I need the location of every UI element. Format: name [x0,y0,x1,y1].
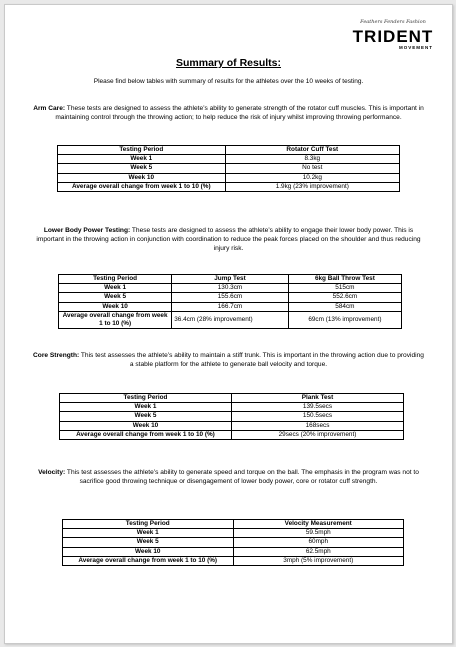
table-header: Velocity Measurement [233,520,404,529]
table-row [59,293,402,302]
table-cell: 166.7cm [172,302,289,311]
table-cell: Week 10 [59,302,172,311]
table-row [59,284,402,293]
section-lead: Velocity: [38,469,66,476]
table-cell: 1.9kg (23% improvement) [225,182,399,191]
table-cell: 139.5secs [232,403,404,412]
table-cell: Week 1 [63,529,234,538]
arm-care-description [31,105,426,123]
core-strength-description [31,352,426,370]
table-cell: 515cm [288,284,401,293]
table-cell: 3mph (5% improvement) [233,556,404,565]
table-row [60,421,404,430]
table-row [60,403,404,412]
table-cell: Week 5 [63,538,234,547]
table-cell: Week 10 [63,547,234,556]
table-row [63,547,404,556]
table-cell: Week 10 [58,173,226,182]
lower-body-description [31,227,426,253]
table-cell: Average overall change from week 1 to 10 (%) [58,182,226,191]
table-cell: Average overall change from week 1 to 10 (%) [63,556,234,565]
table-cell: 8.3kg [225,155,399,164]
table-cell: Week 1 [60,403,232,412]
trident-logo [345,19,441,50]
table-row [58,155,400,164]
table-cell: 130.3cm [172,284,289,293]
section-lead: Arm Care: [33,105,66,112]
velocity-description [31,469,426,487]
table-cell: 150.5secs [232,412,404,421]
table-cell: Average overall change from week 1 to 10 (%) [59,311,172,328]
table-cell: Average overall change from week 1 to 10 (%) [60,430,232,439]
table-header: 6kg Ball Throw Test [288,275,401,284]
table-row [63,556,404,565]
intro-text: Please find below tables with summary of results for the athletes over the 10 weeks of testing. [93,78,364,85]
table-header: Testing Period [60,394,232,403]
table-cell: Week 10 [60,421,232,430]
table-header-row [58,146,400,155]
table-row [58,182,400,191]
table-header-row [63,520,404,529]
table-cell: Week 5 [60,412,232,421]
section-text: These tests are designed to assess the athlete’s ability to engage their lower body power. This is important in the throwing action in conjunction with coordination to reduce the peak forces placed on the shoulder and thus reducing injury risk. [36,227,421,252]
table-header-row [60,394,404,403]
logo-brand: TRIDENT [352,27,434,46]
logo-sub: MOVEMENT [398,45,433,50]
table-cell: Week 5 [59,293,172,302]
table-row [60,430,404,439]
table-cell: No test [225,164,399,173]
table-cell: 29secs (20% improvement) [232,430,404,439]
section-text: This test assesses the athlete’s ability to generate speed and torque on the ball. The emphasis in the program was not to sacrifice good throwing technique or disengagement of lower body power, core or rotator cuff strength. [65,469,419,485]
table-cell: Week 1 [58,155,226,164]
velocity-table [62,519,404,566]
section-text: This test assesses the athlete’s ability to maintain a stiff trunk. This is important in the throwing action due to providing a stable platform for the athlete to generate ball velocity and torque. [79,352,424,368]
lower-body-table [58,274,402,329]
table-cell: 62.5mph [233,547,404,556]
document-page [4,4,453,644]
arm-care-table [57,145,400,192]
table-header-row [59,275,402,284]
table-cell: 584cm [288,302,401,311]
table-row [60,412,404,421]
table-row [58,164,400,173]
table-cell: Week 1 [59,284,172,293]
section-lead: Lower Body Power Testing: [43,227,131,234]
table-row [59,302,402,311]
table-cell: 10.2kg [225,173,399,182]
table-header: Testing Period [58,146,226,155]
table-row [59,311,402,328]
table-cell: 59.5mph [233,529,404,538]
table-cell: 168secs [232,421,404,430]
section-text: These tests are designed to assess the athlete’s ability to generate strength of the rotator cuff muscles. This is important in maintaining control through the throwing action; to help reduce the risk of injury whilst improving throwing performance. [55,105,424,121]
table-header: Testing Period [63,520,234,529]
table-header: Jump Test [172,275,289,284]
core-strength-table [59,393,404,440]
table-row [63,529,404,538]
table-cell: 60mph [233,538,404,547]
table-cell: 155.6cm [172,293,289,302]
table-cell: 552.6cm [288,293,401,302]
section-lead: Core Strength: [33,352,80,359]
table-cell: 36.4cm (28% improvement) [172,311,289,328]
table-header: Testing Period [59,275,172,284]
table-cell: Week 5 [58,164,226,173]
table-row [63,538,404,547]
page-title: Summary of Results: [175,57,282,69]
table-header: Rotator Cuff Test [225,146,399,155]
table-cell: 69cm (13% improvement) [288,311,401,328]
table-row [58,173,400,182]
table-header: Plank Test [232,394,404,403]
logo-tagline: Feathers Fenders Fashion [360,19,426,25]
